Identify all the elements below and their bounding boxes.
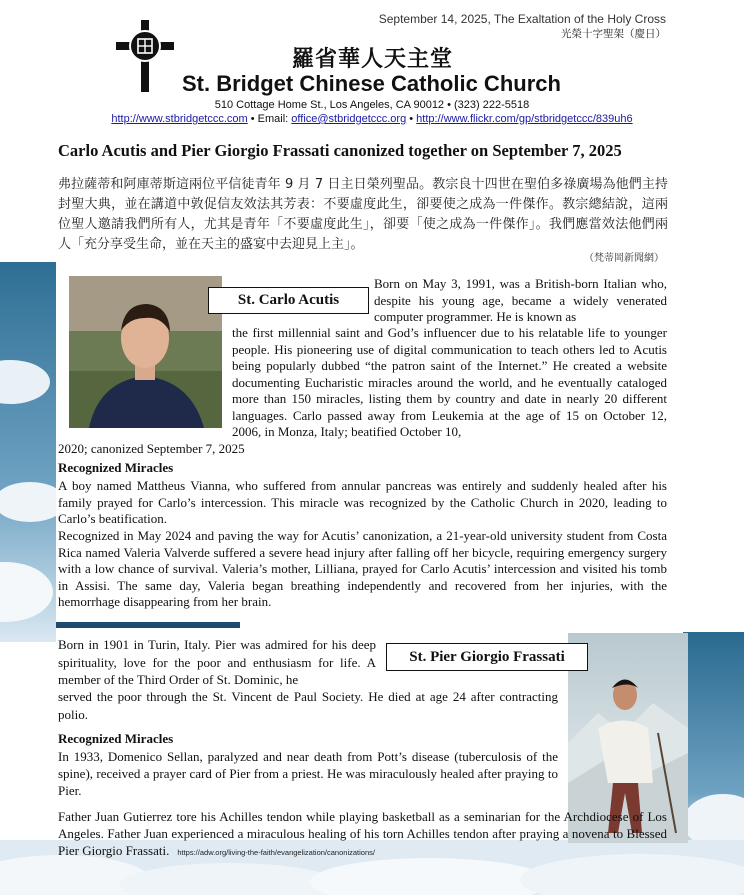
pier-miracle-1: In 1933, Domenico Sellan, paralyzed and near death from Pott’s disease (tuberculosis of the spine), received a prayer card of Pier from a priest. He was miraculously healed after praying to Pier. [58,749,558,798]
pier-miracle-2-block [58,808,667,861]
carlo-acutis-photo [69,276,222,428]
bulletin-date-zh: 光榮十字聖架（慶日） [561,28,666,40]
carlo-miracle-2: Recognized in May 2024 and paving the way for Acutis’ canonization, a 21-year-old university student from Costa Rica named Valeria Valverde suffered a severe head injury after falling off her bicycle, requiring emergency surgery with a low chance of survival. Valeria’s mother, Lilliana, prayed for Carlo Acutis’ intercession and visited his tomb in Assisi. The same day, Valeria began breathing independently and recovered from her injuries, with the hemorrhage disappearing from her brain. [58,528,667,609]
carlo-miracles-heading: Recognized Miracles [58,460,174,475]
carlo-bio-part-1: Born on May 3, 1991, was a British-born Italian who, despite his young age, became a widely venerated computer programmer. He is known as [374,276,667,324]
church-name-en: St. Bridget Chinese Catholic Church [182,71,561,96]
carlo-bio-part-2: the first millennial saint and God’s influencer due to his relatable life to younger people. His pioneering use of digital communication to teach others led to Acutis being popularly dubbed “the patron saint of the Internet.” He created a website documenting Eucharistic miracles around the world, and he eventually cataloged more than 150 miracles, listing them by country and date in nearly 20 different languages. Carlo passed away from Leukemia at the age of 15 on October 12, 2006, in Monza, Italy; beatified October 10, [232,325,667,439]
article-headline: Carlo Acutis and Pier Giorgio Frassati canonized together on September 7, 2025 [58,141,622,160]
sky-cloud-background-left [0,262,56,642]
contact-links [0,113,744,125]
pier-miracles-heading: Recognized Miracles [58,731,174,746]
email-link[interactable]: office@stbridgetccc.org [291,113,407,125]
source-url[interactable]: https://adw.org/living-the-faith/evangelization/canonizations/ [177,848,375,857]
church-cross-logo-icon [112,18,178,92]
carlo-bio-part-3: 2020; canonized September 7, 2025 [58,441,245,456]
pier-miracle-2: Father Juan Gutierrez tore his Achilles tendon while playing basketball as a seminarian for the Archdiocese of Los Angeles. Father Juan experienced a miraculous healing of his torn Achilles tendon after praying a novena to Blessed Pier Giorgio Frassati. [58,809,667,858]
section-divider [56,622,240,628]
church-address: 510 Cottage Home St., Los Angeles, CA 90012 • (323) 222-5518 [214,99,530,111]
email-label: • Email: [247,113,292,125]
intro-paragraph-zh: 弗拉薩蒂和阿庫蒂斯這兩位平信徒青年 9 月 7 日主日榮列聖品。教宗良十四世在聖伯多祿廣場為他們主持封聖大典，並在講道中敦促信友效法其芳表：不要虛度此生，卻要使之成為一件傑作。教宗總結說，這兩位聖人邀請我們所有人，尤其是青年「不要虛度此生」，卻要「使之成為一件傑作」。我們應當效法他們兩人「充分享受生命，並在天主的盛宴中去迎見上主」。 [58,177,668,252]
sky-background-right [683,632,744,862]
flickr-link[interactable]: http://www.flickr.com/gp/stbridgetccc/839uh6 [416,113,633,125]
bulletin-date: September 14, 2025, The Exaltation of the Holy Cross [378,12,666,26]
pier-bio-part-2: served the poor through the St. Vincent de Paul Society. He died at age 24 after contracting polio. [58,689,558,722]
pier-bio-part-1: Born in 1901 in Turin, Italy. Pier was admired for his deep spirituality, love for the poor and enthusiasm for life. A member of the Third Order of St. Dominic, he [58,637,376,687]
pier-name-label: St. Pier Giorgio Frassati [386,643,588,671]
flickr-separator: • [406,113,417,125]
carlo-name-label: St. Carlo Acutis [208,287,369,314]
carlo-miracle-1: A boy named Mattheus Vianna, who suffered from annular pancreas was entirely and suddenly healed after his family prayed for Carlo’s intercession. This miracle was recognized by the Catholic Church in 2020, leading to Carlo’s beatification. [58,478,667,526]
website-link[interactable]: http://www.stbridgetccc.com [111,113,248,125]
intro-source: （梵蒂岡新聞網） [584,253,664,264]
church-name-zh: 羅省華人天主堂 [292,47,454,72]
